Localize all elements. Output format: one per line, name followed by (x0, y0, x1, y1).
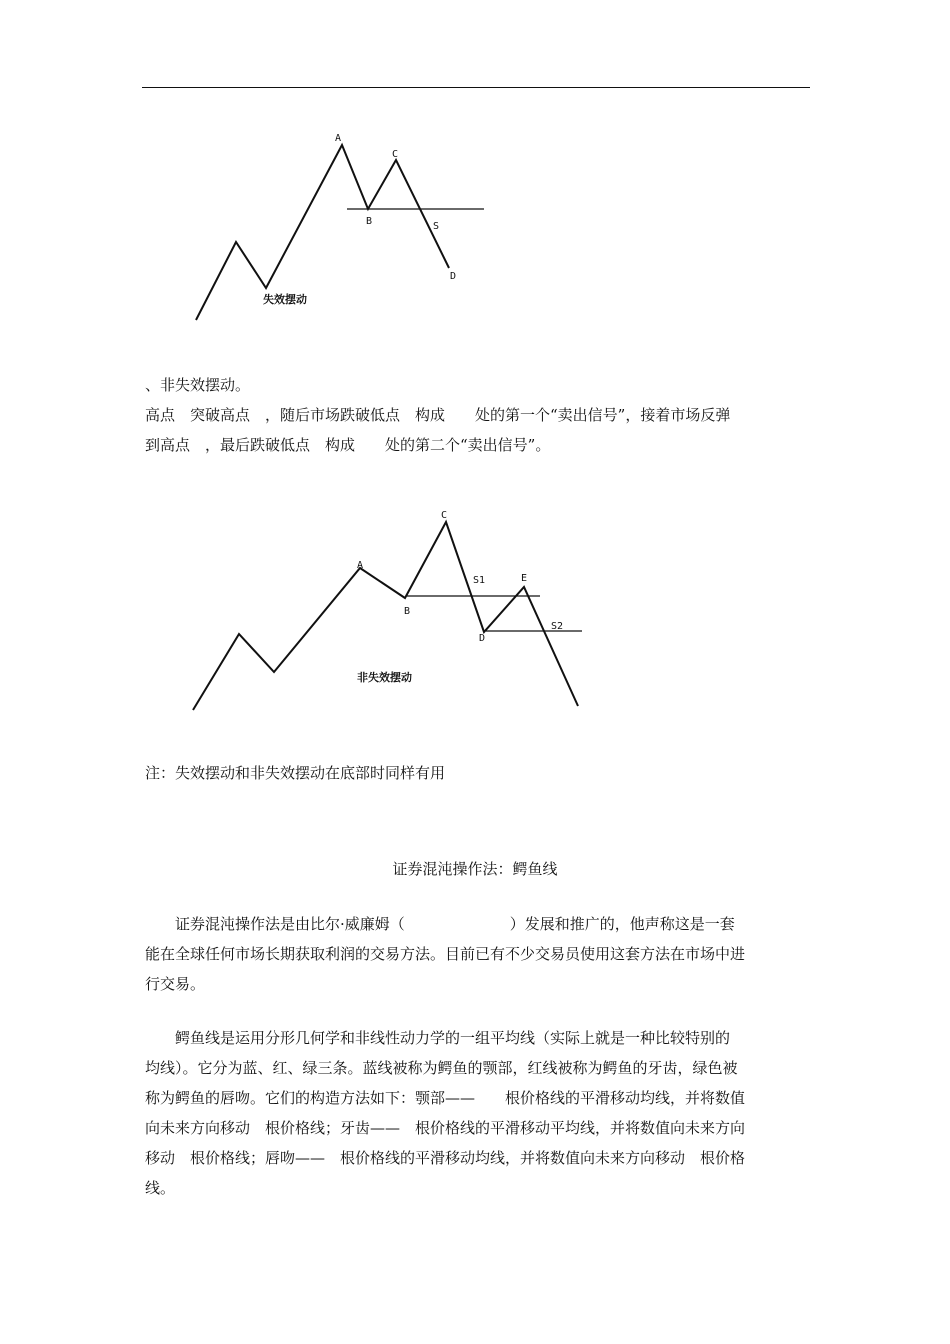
para1-line-2: 能在全球任何市场长期获取利润的交易方法。目前已有不少交易员使用这套方法在市场中进 (145, 945, 746, 963)
section-title: 证券混沌操作法：鳄鱼线 (392, 860, 558, 878)
non-failure-swing-diagram (0, 500, 950, 720)
para2-line-5: 移动 根价格线；唇吻—— 根价格线的平滑移动均线，并将数值向未来方向移动 根价格 (145, 1149, 746, 1167)
label-b: B (404, 606, 411, 617)
label-c: C (441, 510, 448, 521)
label-a: A (357, 560, 364, 571)
para1-line-1: 证券混沌操作法是由比尔·威廉姆（ ）发展和推广的，他声称这是一套 (145, 915, 735, 933)
label-e: E (521, 573, 528, 584)
para2-line-6: 线。 (145, 1179, 176, 1197)
label-d: D (479, 633, 486, 644)
para2-line-3: 称为鳄鱼的唇吻。它们的构造方法如下：颚部—— 根价格线的平滑移动均线，并将数值 (145, 1089, 746, 1107)
para2-line-2: 均线）。它分为蓝、红、绿三条。蓝线被称为鳄鱼的颚部，红线被称为鳄鱼的牙齿，绿色被 (145, 1059, 738, 1077)
label-c: C (392, 149, 399, 160)
header-rule (142, 87, 810, 88)
non-failure-text-line-1: 高点 突破高点 ，随后市场跌破低点 构成 处的第一个“卖出信号”，接着市场反弹 (145, 406, 731, 424)
label-s2: S2 (551, 621, 564, 632)
failure-swing-diagram (0, 120, 950, 330)
note-text: 注：失效摆动和非失效摆动在底部时同样有用 (145, 764, 446, 782)
failure-swing-caption: 失效摆动 (263, 293, 307, 306)
para2-line-4: 向未来方向移动 根价格线；牙齿—— 根价格线的平滑移动平均线，并将数值向未来方向 (145, 1119, 746, 1137)
non-failure-swing-caption: 非失效摆动 (357, 671, 412, 684)
label-a: A (335, 133, 342, 144)
label-s: S (433, 221, 440, 232)
label-s1: S1 (473, 575, 486, 586)
para1-line-3: 行交易。 (145, 975, 206, 993)
label-d: D (450, 271, 457, 282)
non-failure-heading: 、非失效摆动。 (145, 376, 251, 394)
label-b: B (366, 216, 373, 227)
failure-swing-price-line (196, 145, 449, 320)
non-failure-text-line-2: 到高点 ，最后跌破低点 构成 处的第二个“卖出信号”。 (145, 436, 551, 454)
para2-line-1: 鳄鱼线是运用分形几何学和非线性动力学的一组平均线（实际上就是一种比较特别的 (145, 1029, 731, 1047)
